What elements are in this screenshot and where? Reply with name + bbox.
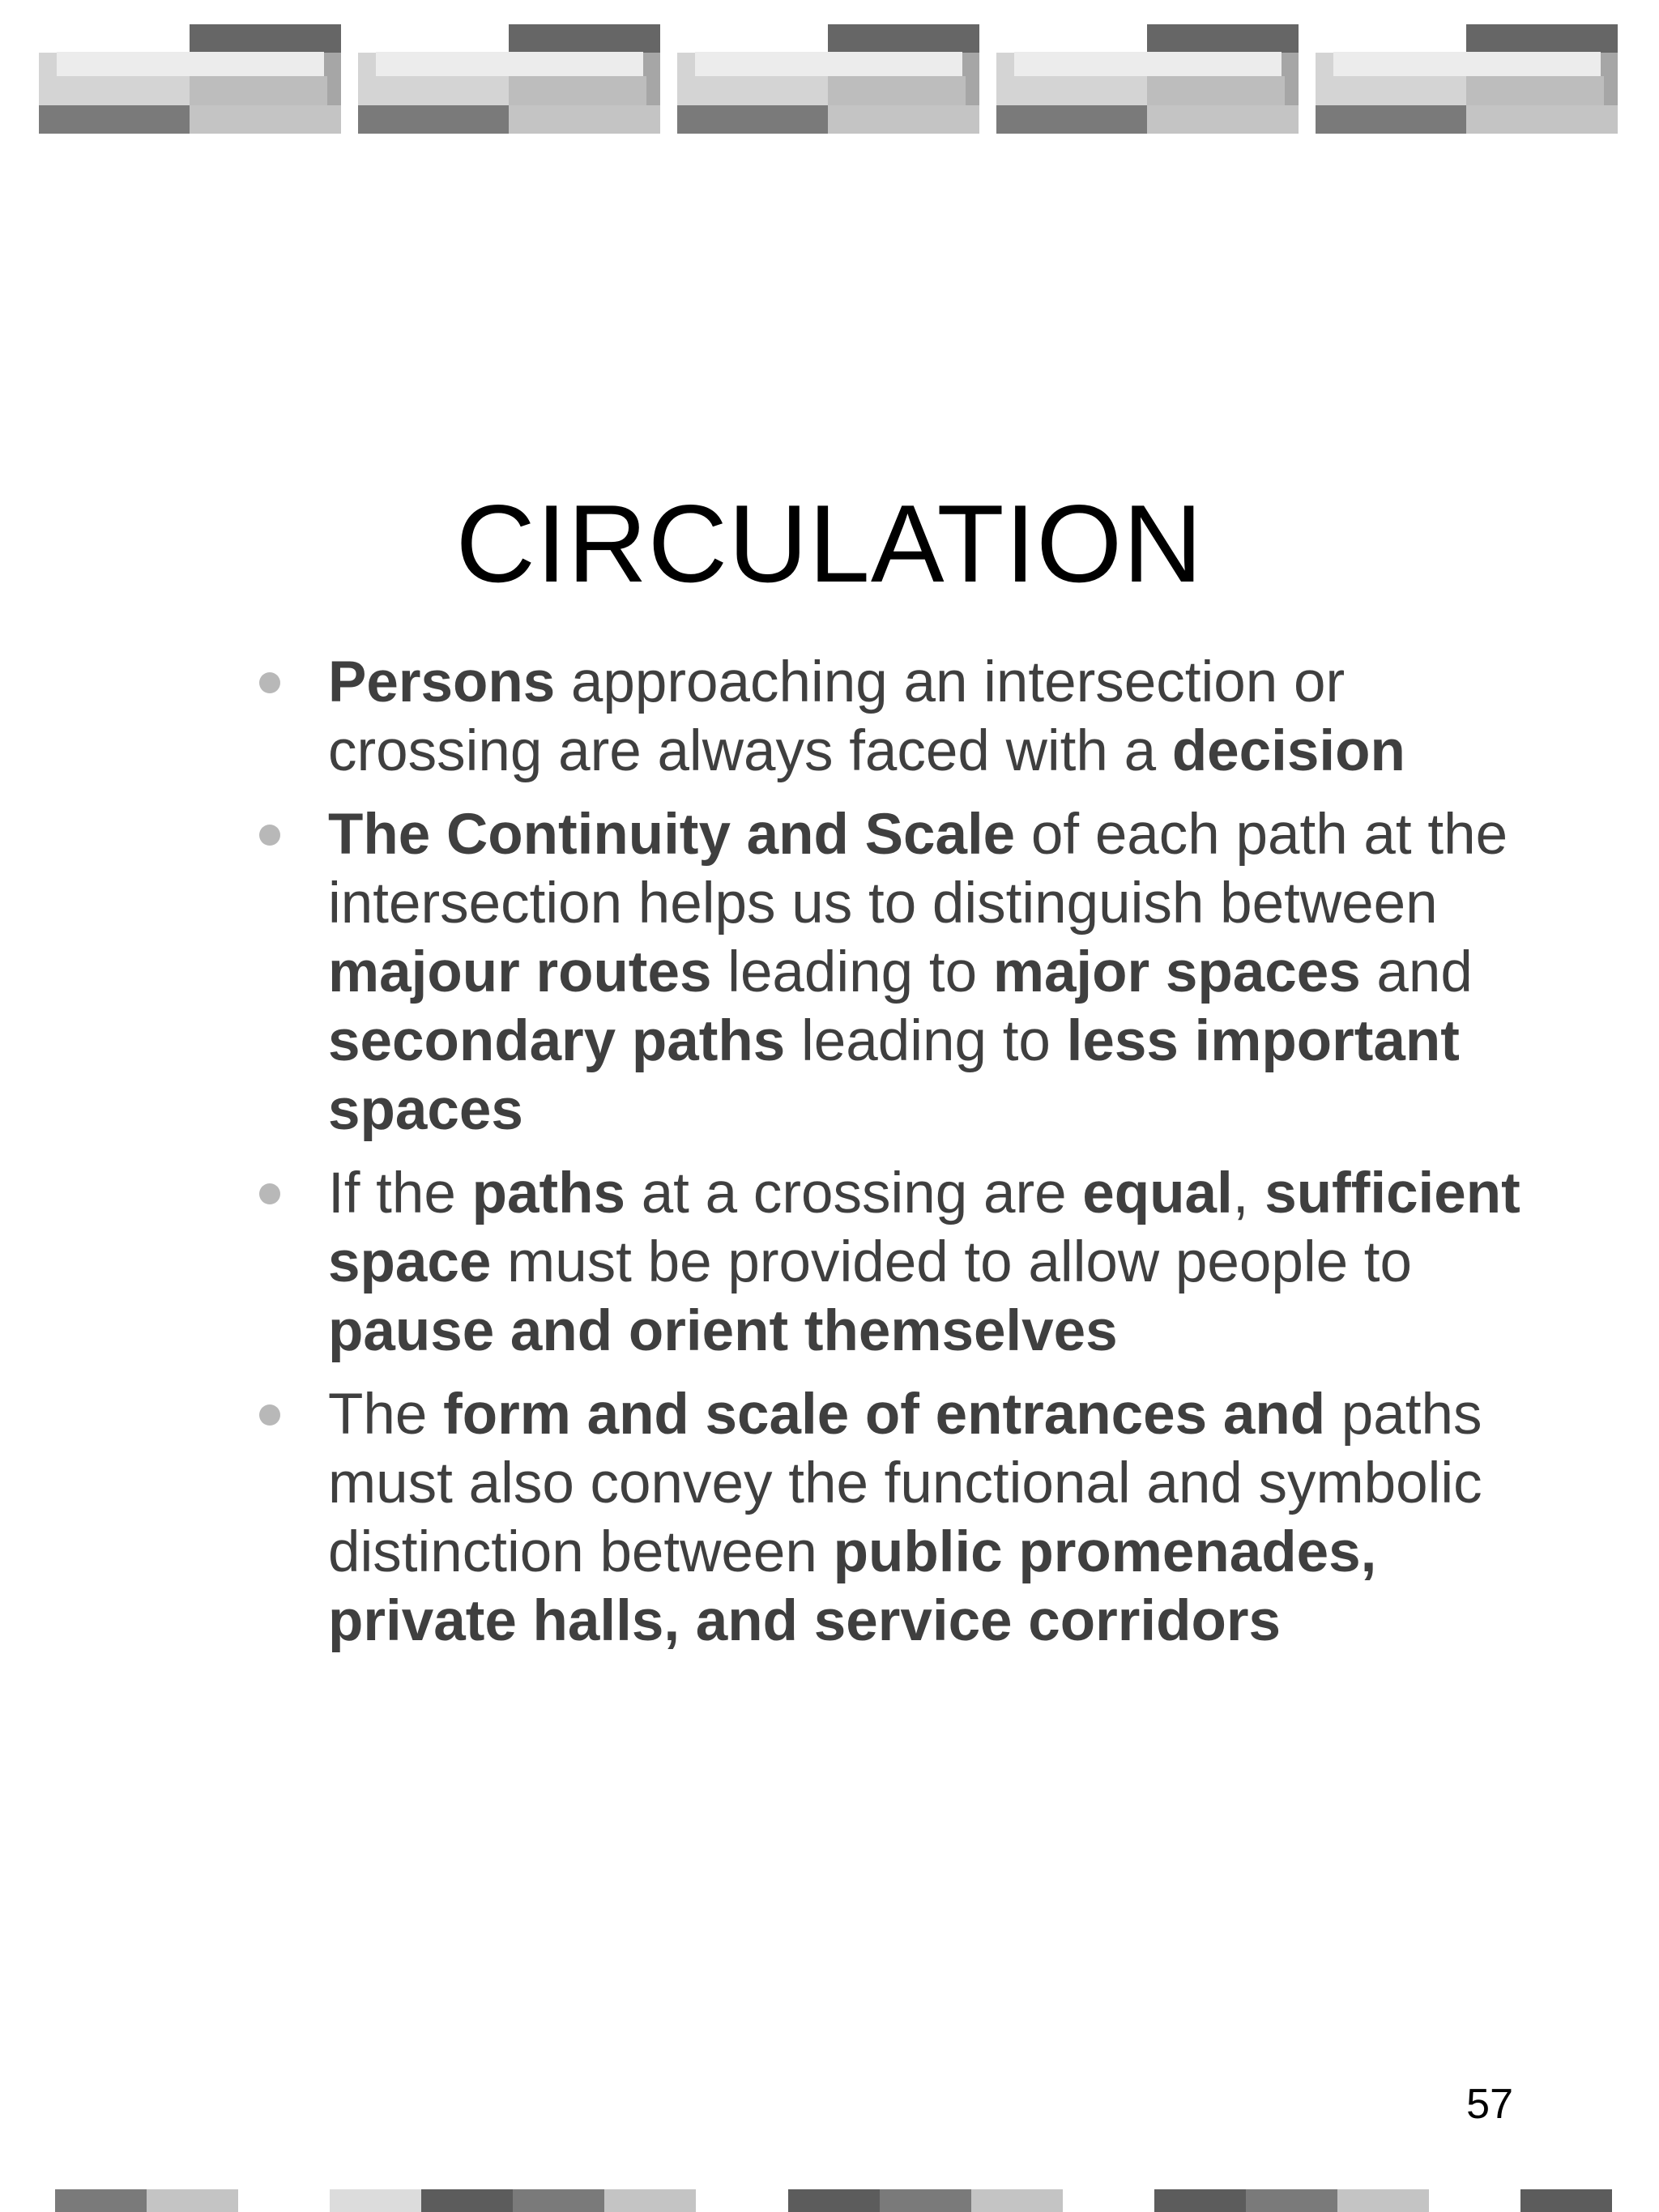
strip-segment (421, 2189, 513, 2212)
slide-title: CIRCULATION (455, 482, 1204, 606)
bullet-text: at a crossing are (625, 1161, 1083, 1225)
strip-segment (330, 2189, 421, 2212)
bullet-text: must be provided to allow people to (491, 1230, 1413, 1294)
strip-segment (238, 2189, 330, 2212)
strip-segment (1154, 2189, 1246, 2212)
bullet-bold-text: sufficient space (328, 1161, 1520, 1294)
bullet-item (259, 800, 1572, 1144)
bullet-text: , (1232, 1161, 1265, 1225)
bullet-dot-icon (259, 1183, 280, 1204)
bullet-dot-icon (259, 825, 280, 846)
bullet-text: of each path at the intersection helps us to distinguish between (328, 803, 1508, 936)
bullet-bold-text: pause and orient themselves (328, 1299, 1118, 1363)
bullet-item (259, 1159, 1572, 1366)
bullet-text: The (328, 1383, 444, 1447)
bullet-text: leading to (785, 1009, 1067, 1073)
bullet-bold-text: majour routes (328, 940, 712, 1004)
bullet-text: paths must also convey the functional and symbolic distinction between (328, 1383, 1482, 1584)
bullet-text: approaching an intersection or crossing are always faced with a (328, 650, 1346, 783)
bullet-bold-text: equal (1082, 1161, 1233, 1225)
bullet-bold-text: decision (1171, 719, 1405, 783)
strip-segment (971, 2189, 1063, 2212)
banner-block (1316, 24, 1618, 134)
bullet-bold-text: paths (471, 1161, 625, 1225)
page-number: 57 (1466, 2081, 1513, 2128)
bullet-bold-text: Persons (328, 650, 556, 714)
banner-block (39, 24, 341, 134)
bullet-bold-text: The Continuity and Scale (328, 803, 1016, 867)
bullet-dot-icon (259, 1404, 280, 1426)
banner-block (358, 24, 660, 134)
bullet-bold-text: less important spaces (328, 1009, 1460, 1142)
strip-segment (1429, 2189, 1520, 2212)
strip-segment (1520, 2189, 1612, 2212)
bullet-text: and (1360, 940, 1473, 1004)
strip-segment (788, 2189, 880, 2212)
strip-segment (1063, 2189, 1154, 2212)
bullet-bold-text: form and scale of entrances and (443, 1383, 1326, 1447)
strip-segment (55, 2189, 147, 2212)
strip-segment (696, 2189, 787, 2212)
top-decorative-banner (39, 24, 1620, 134)
strip-segment (1246, 2189, 1337, 2212)
bullet-text: leading to (711, 940, 993, 1004)
bullet-item (259, 648, 1572, 786)
strip-segment (880, 2189, 971, 2212)
bottom-decorative-strip (55, 2189, 1612, 2212)
strip-segment (604, 2189, 696, 2212)
bullet-item (259, 1380, 1572, 1656)
banner-block (677, 24, 979, 134)
bullet-dot-icon (259, 672, 280, 693)
bullet-bold-text: secondary paths (328, 1009, 786, 1073)
banner-block (996, 24, 1299, 134)
strip-segment (147, 2189, 238, 2212)
strip-segment (1337, 2189, 1429, 2212)
bullet-bold-text: public promenades, private halls, and service corridors (328, 1520, 1377, 1653)
bullet-list (259, 648, 1572, 1670)
bullet-bold-text: major spaces (992, 940, 1361, 1004)
bullet-text: If the (328, 1161, 472, 1225)
strip-segment (513, 2189, 604, 2212)
